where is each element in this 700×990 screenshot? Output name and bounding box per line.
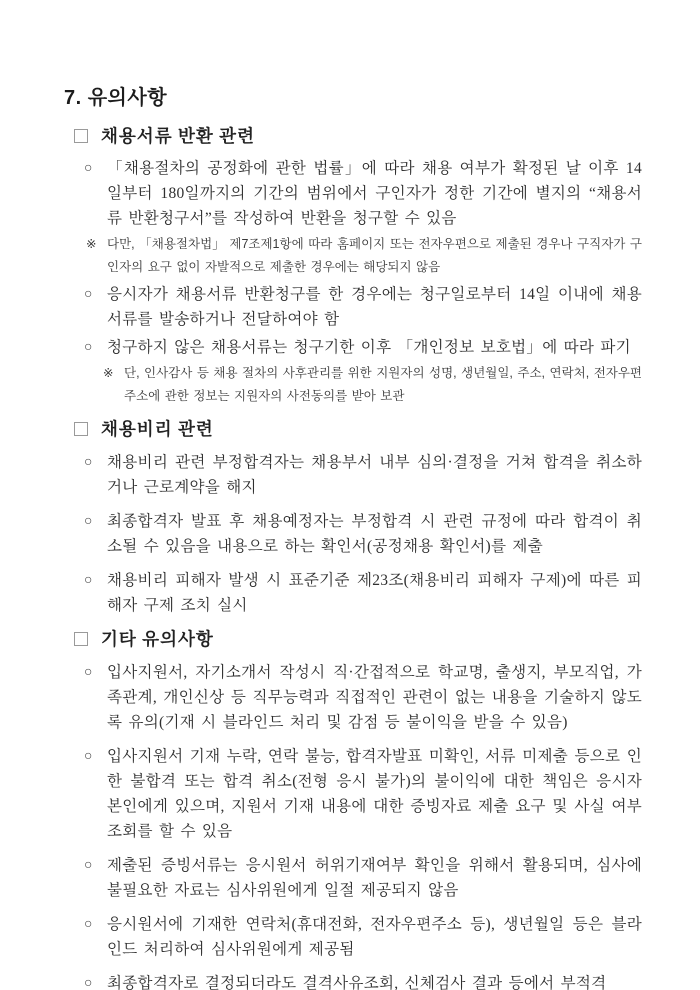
item-text: 최종합격자 발표 후 채용예정자는 부정합격 시 관련 규정에 따라 합격이 취소될 수 있음을 내용으로 하는 확인서(공정채용 확인서)를 제출 [107, 513, 642, 555]
list-item [64, 744, 642, 844]
item-text: 청구하지 않은 채용서류는 청구기한 이후 「개인정보 보호법」에 따라 파기 [107, 339, 631, 356]
section [64, 417, 642, 618]
reference-mark-icon: ※ [103, 366, 114, 380]
checkbox-square-icon [74, 632, 88, 646]
circle-bullet-icon: ○ [84, 749, 93, 764]
item-text: 입사지원서, 자기소개서 작성시 직·간접적으로 학교명, 출생지, 부모직업, 가족관계, 개인신상 등 직무능력과 직접적인 관련이 없는 내용을 기술하지 않도록 유의(기재 시 블라인드 처리 및 감점 등 불이익을 받을 수 있음) [107, 664, 643, 731]
circle-bullet-icon: ○ [84, 917, 93, 932]
list-item [64, 568, 642, 618]
list-item [64, 912, 642, 962]
item-text: 채용비리 관련 부정합격자는 채용부서 내부 심의·결정을 거쳐 합격을 취소하거나 근로계약을 해지 [107, 454, 642, 496]
list-item [64, 853, 642, 903]
circle-bullet-icon: ○ [84, 665, 93, 680]
circle-bullet-icon: ○ [84, 340, 93, 355]
list-item [64, 660, 642, 735]
item-text: 입사지원서 기재 누락, 연락 불능, 합격자발표 미확인, 서류 미제출 등으로 인한 불합격 또는 합격 취소(전형 응시 불가)의 불이익에 대한 책임은 응시자 본인에게 있으며, 지원서 기재 내용에 대한 증빙자료 제출 요구 및 사실 여부 조회를 할 수 있음 [107, 748, 642, 840]
circle-bullet-icon: ○ [84, 858, 93, 873]
list-item [64, 971, 642, 990]
item-text: 응시자가 채용서류 반환청구를 한 경우에는 청구일로부터 14일 이내에 채용서류를 발송하거나 전달하여야 함 [107, 286, 642, 328]
circle-bullet-icon: ○ [84, 455, 93, 470]
item-text: 단, 인사감사 등 채용 절차의 사후관리를 위한 지원자의 성명, 생년월일, 주소, 연락처, 전자우편주소에 관한 정보는 지원자의 사전동의를 받아 보관 [124, 366, 642, 403]
circle-bullet-icon: ○ [84, 976, 93, 990]
checkbox-square-icon [74, 129, 88, 143]
item-text: 「채용절차의 공정화에 관한 법률」에 따라 채용 여부가 확정된 날 이후 14일부터 180일까지의 기간의 범위에서 구인자가 정한 기간에 별지의 “채용서류 반환청구서”를 작성하여 반환을 청구할 수 있음 [107, 160, 642, 227]
circle-bullet-icon: ○ [84, 287, 93, 302]
section-heading-label: 기타 유의사항 [101, 629, 214, 649]
section-heading [74, 627, 642, 651]
sections-container [64, 124, 642, 990]
section-heading [74, 417, 642, 441]
circle-bullet-icon: ○ [84, 161, 93, 176]
item-text: 최종합격자로 결정되더라도 결격사유조회, 신체검사 결과 등에서 부적격 [107, 975, 607, 990]
item-text: 제출된 증빙서류는 응시원서 허위기재여부 확인을 위해서 활용되며, 심사에 불필요한 자료는 심사위원에게 일절 제공되지 않음 [107, 857, 642, 899]
circle-bullet-icon: ○ [84, 514, 93, 529]
section-heading [74, 124, 642, 148]
footnote-item [64, 233, 642, 279]
section-heading-label: 채용서류 반환 관련 [101, 126, 255, 146]
list-item [64, 282, 642, 332]
list-item [64, 156, 642, 231]
list-item [64, 450, 642, 500]
item-text: 다만, 「채용절차법」 제7조제1항에 따라 홈페이지 또는 전자우편으로 제출된 경우나 구직자가 구인자의 요구 없이 자발적으로 제출한 경우에는 해당되지 않음 [107, 237, 642, 274]
item-text: 채용비리 피해자 발생 시 표준기준 제23조(채용비리 피해자 구제)에 따른 피해자 구제 조치 실시 [107, 572, 642, 614]
section [64, 124, 642, 408]
page-title: 7. 유의사항 [64, 87, 168, 109]
list-item [64, 335, 642, 360]
item-text: 응시원서에 기재한 연락처(휴대전화, 전자우편주소 등), 생년월일 등은 블라인드 처리하여 심사위원에게 제공됨 [107, 916, 642, 958]
footnote-item [64, 362, 642, 408]
checkbox-square-icon [74, 422, 88, 436]
section-heading-label: 채용비리 관련 [101, 419, 214, 439]
reference-mark-icon: ※ [86, 237, 97, 251]
list-item [64, 509, 642, 559]
section [64, 627, 642, 990]
circle-bullet-icon: ○ [84, 573, 93, 588]
